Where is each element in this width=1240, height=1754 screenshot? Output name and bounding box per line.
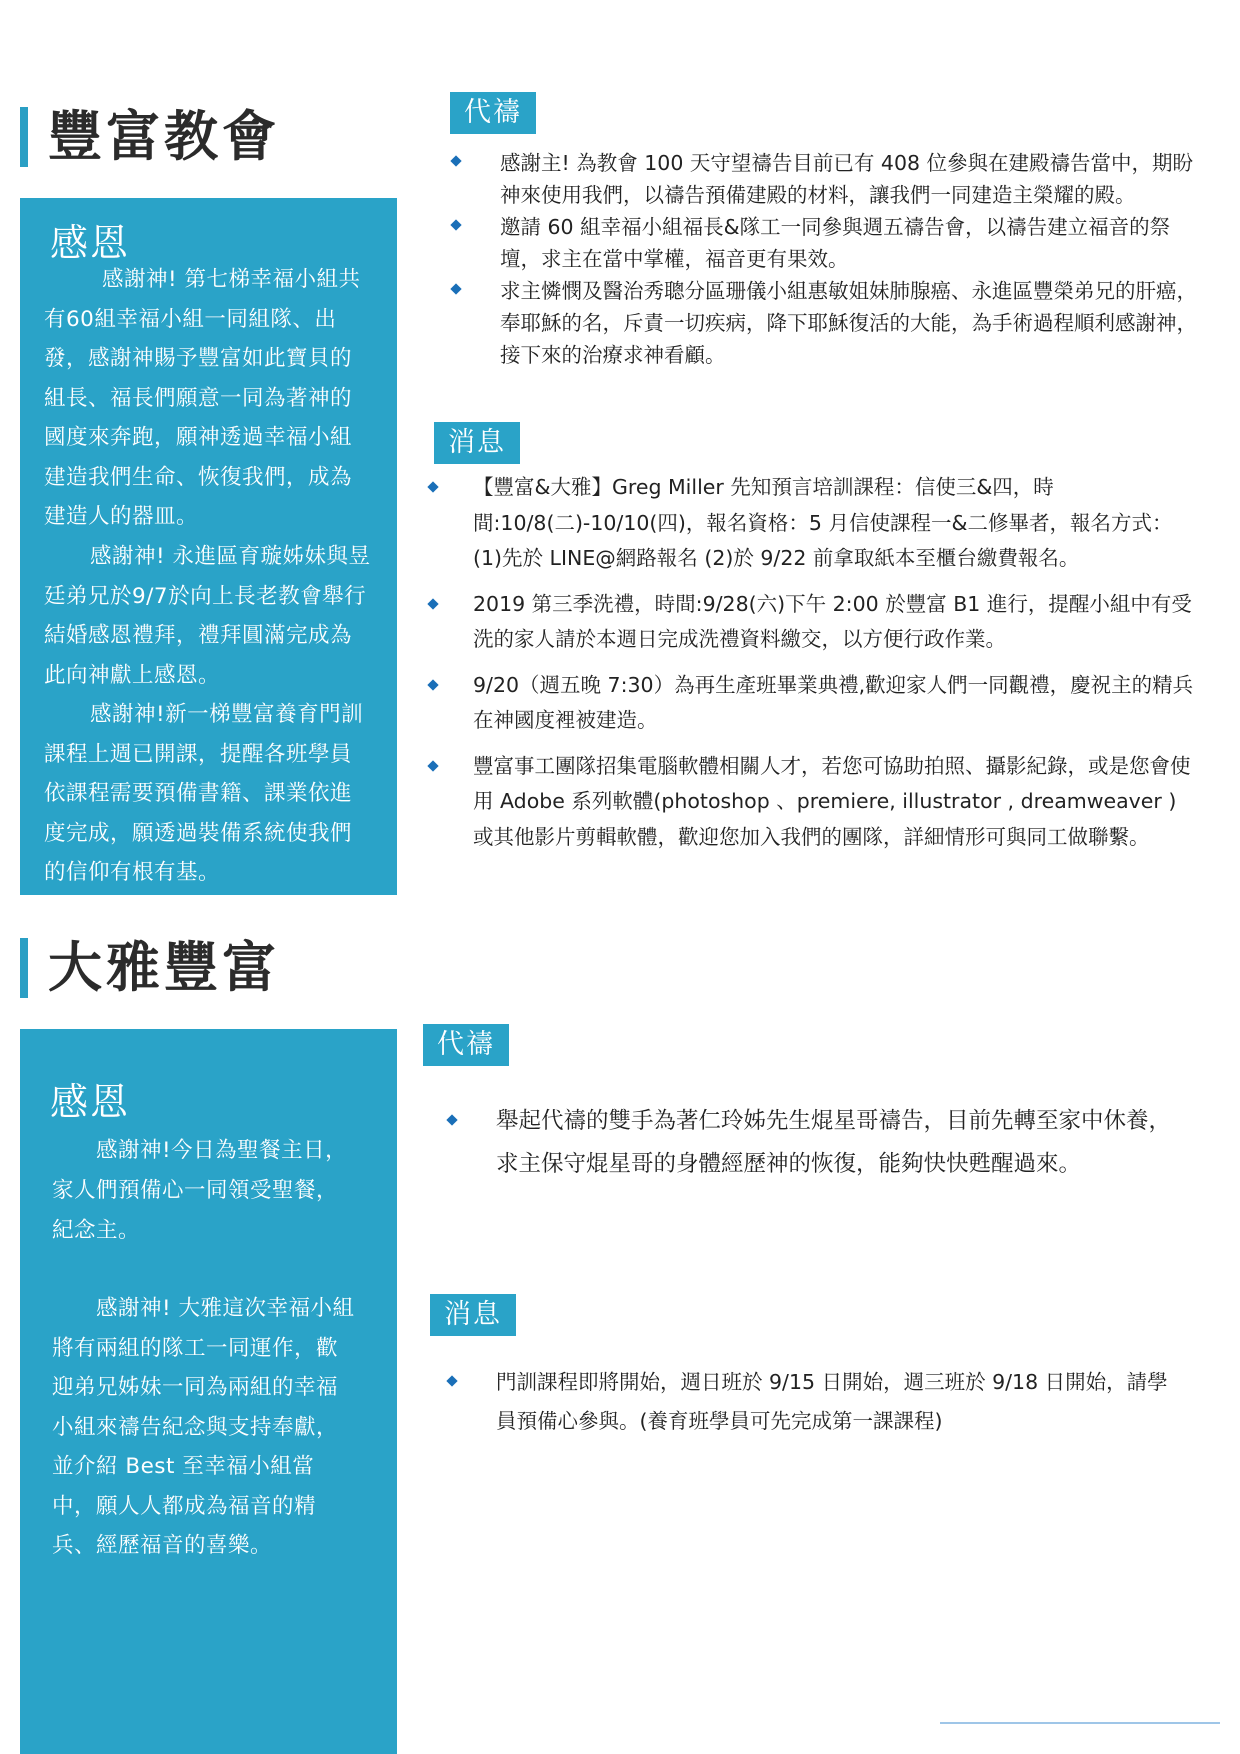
section1-heading: 豐富教會 (20, 107, 280, 167)
diamond-bullet-icon (450, 283, 461, 294)
diamond-bullet-icon (446, 1114, 457, 1125)
prayer-item-text: 舉起代禱的雙手為著仁玲姊先生焜星哥禱告，目前先轉至家中休養，求主保守焜星哥的身體經歷神的恢復，能夠快快甦醒過來。 (496, 1108, 1172, 1177)
list-item (425, 587, 1195, 658)
footer-divider (940, 1722, 1220, 1724)
diamond-bullet-icon (427, 679, 438, 690)
list-item (448, 1100, 1178, 1186)
section1-thanks-paragraph: 感謝神! 第七梯幸福小組共有60組幸福小組一同組隊、出發，感謝神賜予豐富如此寶貝的組長、福長們願意一同為著神的國度來奔跑，願神透過幸福小組建造我們生命、恢復我們，成為建造人的器皿。 (44, 267, 361, 529)
diamond-bullet-icon (427, 481, 438, 492)
section2-heading: 大雅豐富 (20, 938, 280, 998)
section2-prayer-list (448, 1100, 1178, 1186)
section1-prayer-tag: 代禱 (450, 92, 536, 134)
section2-news-list (448, 1363, 1168, 1441)
section2-prayer-tag: 代禱 (423, 1024, 509, 1066)
section1-thanks-panel (20, 198, 397, 895)
prayer-item-text: 求主憐憫及醫治秀聰分區珊儀小組惠敏姐妹肺腺癌、永進區豐榮弟兄的肝癌，奉耶穌的名，斥責一切疾病，降下耶穌復活的大能，為手術過程順利感謝神，接下來的治療求神看顧。 (500, 279, 1197, 367)
section2-thanks-panel (20, 1029, 397, 1754)
section1-news-tag: 消息 (434, 422, 520, 464)
list-item (452, 211, 1204, 275)
diamond-bullet-icon (450, 219, 461, 230)
news-item-text: 豐富事工團隊招集電腦軟體相關人才，若您可協助拍照、攝影紀錄，或是您會使用 Adobe 系列軟體(photoshop 、premiere, illustrator , dreamweaver )或其他影片剪輯軟體，歡迎您加入我們的團隊，詳細情形可與同工做聯繫。 (473, 753, 1191, 849)
news-item-text: 【豐富&大雅】Greg Miller 先知預言培訓課程：信使三&四，時間:10/8(二)-10/10(四)，報名資格：5 月信使課程一&二修畢者，報名方式： (1)先於 LINE@網路報名 (2)於 9/22 前拿取紙本至櫃台繳費報名。 (473, 475, 1173, 570)
section1-thanks-paragraph: 感謝神!新一梯豐富養育門訓課程上週已開課，提醒各班學員依課程需要預備書籍、課業依進度完成，願透過裝備系統使我們的信仰有根有基。 (44, 702, 364, 885)
diamond-bullet-icon (450, 155, 461, 166)
section2-thanks-paragraph: 感謝神!今日為聖餐主日，家人們預備心一同領受聖餐，紀念主。 (52, 1138, 348, 1243)
section2-thanks-paragraph: 感謝神! 大雅這次幸福小組將有兩組的隊工一同運作，歡迎弟兄姊妹一同為兩組的幸福小組來禱告紀念與支持奉獻，並介紹 Best 至幸福小組當中，願人人都成為福音的精兵、經歷福音的喜樂。 (52, 1296, 355, 1558)
list-item (425, 668, 1195, 739)
diamond-bullet-icon (446, 1375, 457, 1386)
section1-news-list (425, 470, 1195, 855)
section1-prayer-list (452, 147, 1204, 371)
diamond-bullet-icon (427, 598, 438, 609)
section1-thanks-paragraph: 感謝神! 永進區育璇姊妹與昱廷弟兄於9/7於向上長老教會舉行結婚感恩禮拜，禮拜圓滿完成為此向神獻上感恩。 (44, 544, 371, 688)
section1-thanks-title: 感恩 (50, 221, 131, 265)
list-item (425, 749, 1195, 856)
list-item (452, 147, 1204, 211)
news-item-text: 9/20（週五晚 7:30）為再生產班畢業典禮,歡迎家人們一同觀禮，慶祝主的精兵在神國度裡被建造。 (473, 672, 1194, 732)
list-item (425, 470, 1195, 577)
section2-thanks-title: 感恩 (50, 1080, 131, 1124)
prayer-item-text: 邀請 60 組幸福小組福長&隊工一同參與週五禱告會，以禱告建立福音的祭壇，求主在當中掌權，福音更有果效。 (500, 215, 1171, 271)
list-item (452, 275, 1204, 371)
list-item (448, 1363, 1168, 1441)
section2-news-tag: 消息 (430, 1294, 516, 1336)
news-item-text: 2019 第三季洗禮，時間:9/28(六)下午 2:00 於豐富 B1 進行，提醒小組中有受洗的家人請於本週日完成洗禮資料繳交，以方便行政作業。 (473, 591, 1192, 651)
prayer-item-text: 感謝主! 為教會 100 天守望禱告目前已有 408 位參與在建殿禱告當中，期盼神來使用我們，以禱告預備建殿的材料，讓我們一同建造主榮耀的殿。 (500, 151, 1194, 207)
diamond-bullet-icon (427, 760, 438, 771)
news-item-text: 門訓課程即將開始，週日班於 9/15 日開始，週三班於 9/18 日開始，請學員預備心參與。(養育班學員可先完成第一課課程) (496, 1370, 1168, 1433)
